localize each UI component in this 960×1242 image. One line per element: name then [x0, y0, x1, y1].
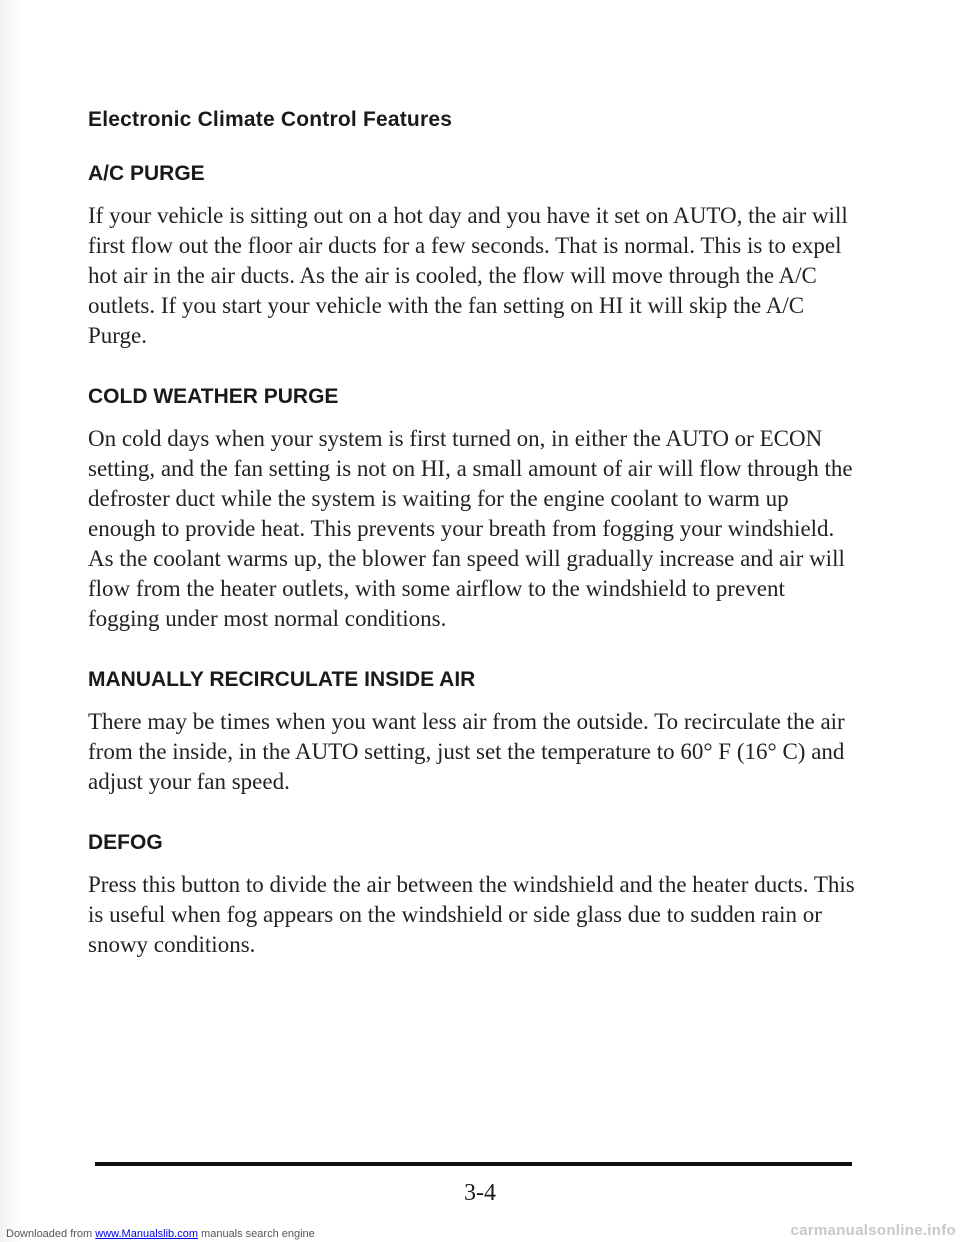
scan-edge-shadow [0, 0, 22, 1242]
section-body: If your vehicle is sitting out on a hot day and you have it set on AUTO, the air will first flow out the floor air ducts for a few seconds. That is normal. This is to expel hot air in the air ducts. As the air is cooled, the flow will move through the A/C outlets. If you start your vehicle with the fan setting on HI it will skip the A/C Purge. [88, 203, 848, 348]
section-body: On cold days when your system is first turned on, in either the AUTO or ECON setting, and the fan setting is not on HI, a small amount of air will flow through the defroster duct while the system is waiting for the engine coolant to warm up enough to provide heat. This prevents your breath from fogging your windshield. As the coolant warms up, the blower fan speed will gradually increase and air will flow from the heater outlets, with some airflow to the windshield to prevent fogging under most normal conditions. [88, 426, 853, 631]
section-title: DEFOG [88, 831, 163, 854]
download-suffix: manuals search engine [197, 1228, 315, 1240]
download-stamp [6, 1228, 315, 1240]
section-title: A/C PURGE [88, 162, 205, 185]
section-defog [88, 831, 858, 960]
manual-page-content [88, 108, 858, 994]
page-number: 3-4 [464, 1180, 496, 1206]
download-prefix: Downloaded from [6, 1228, 96, 1240]
watermark-logo: carmanualsonline.info [790, 1222, 956, 1239]
section-manually-recirculate [88, 668, 858, 797]
page-header: Electronic Climate Control Features [88, 108, 453, 131]
section-body: Press this button to divide the air between the windshield and the heater ducts. This is useful when fog appears on the windshield or side glass due to sudden rain or snowy conditions. [88, 872, 855, 957]
footer-rule [95, 1162, 852, 1166]
section-body: There may be times when you want less air from the outside. To recirculate the air from the inside, in the AUTO setting, just set the temperature to 60° F (16° C) and adjust your fan speed. [88, 709, 845, 794]
section-title: MANUALLY RECIRCULATE INSIDE AIR [88, 668, 476, 691]
section-cold-weather-purge [88, 385, 858, 634]
manualslib-link[interactable]: www.Manualslib.com [95, 1228, 198, 1240]
section-ac-purge [88, 162, 858, 351]
section-title: COLD WEATHER PURGE [88, 385, 339, 408]
